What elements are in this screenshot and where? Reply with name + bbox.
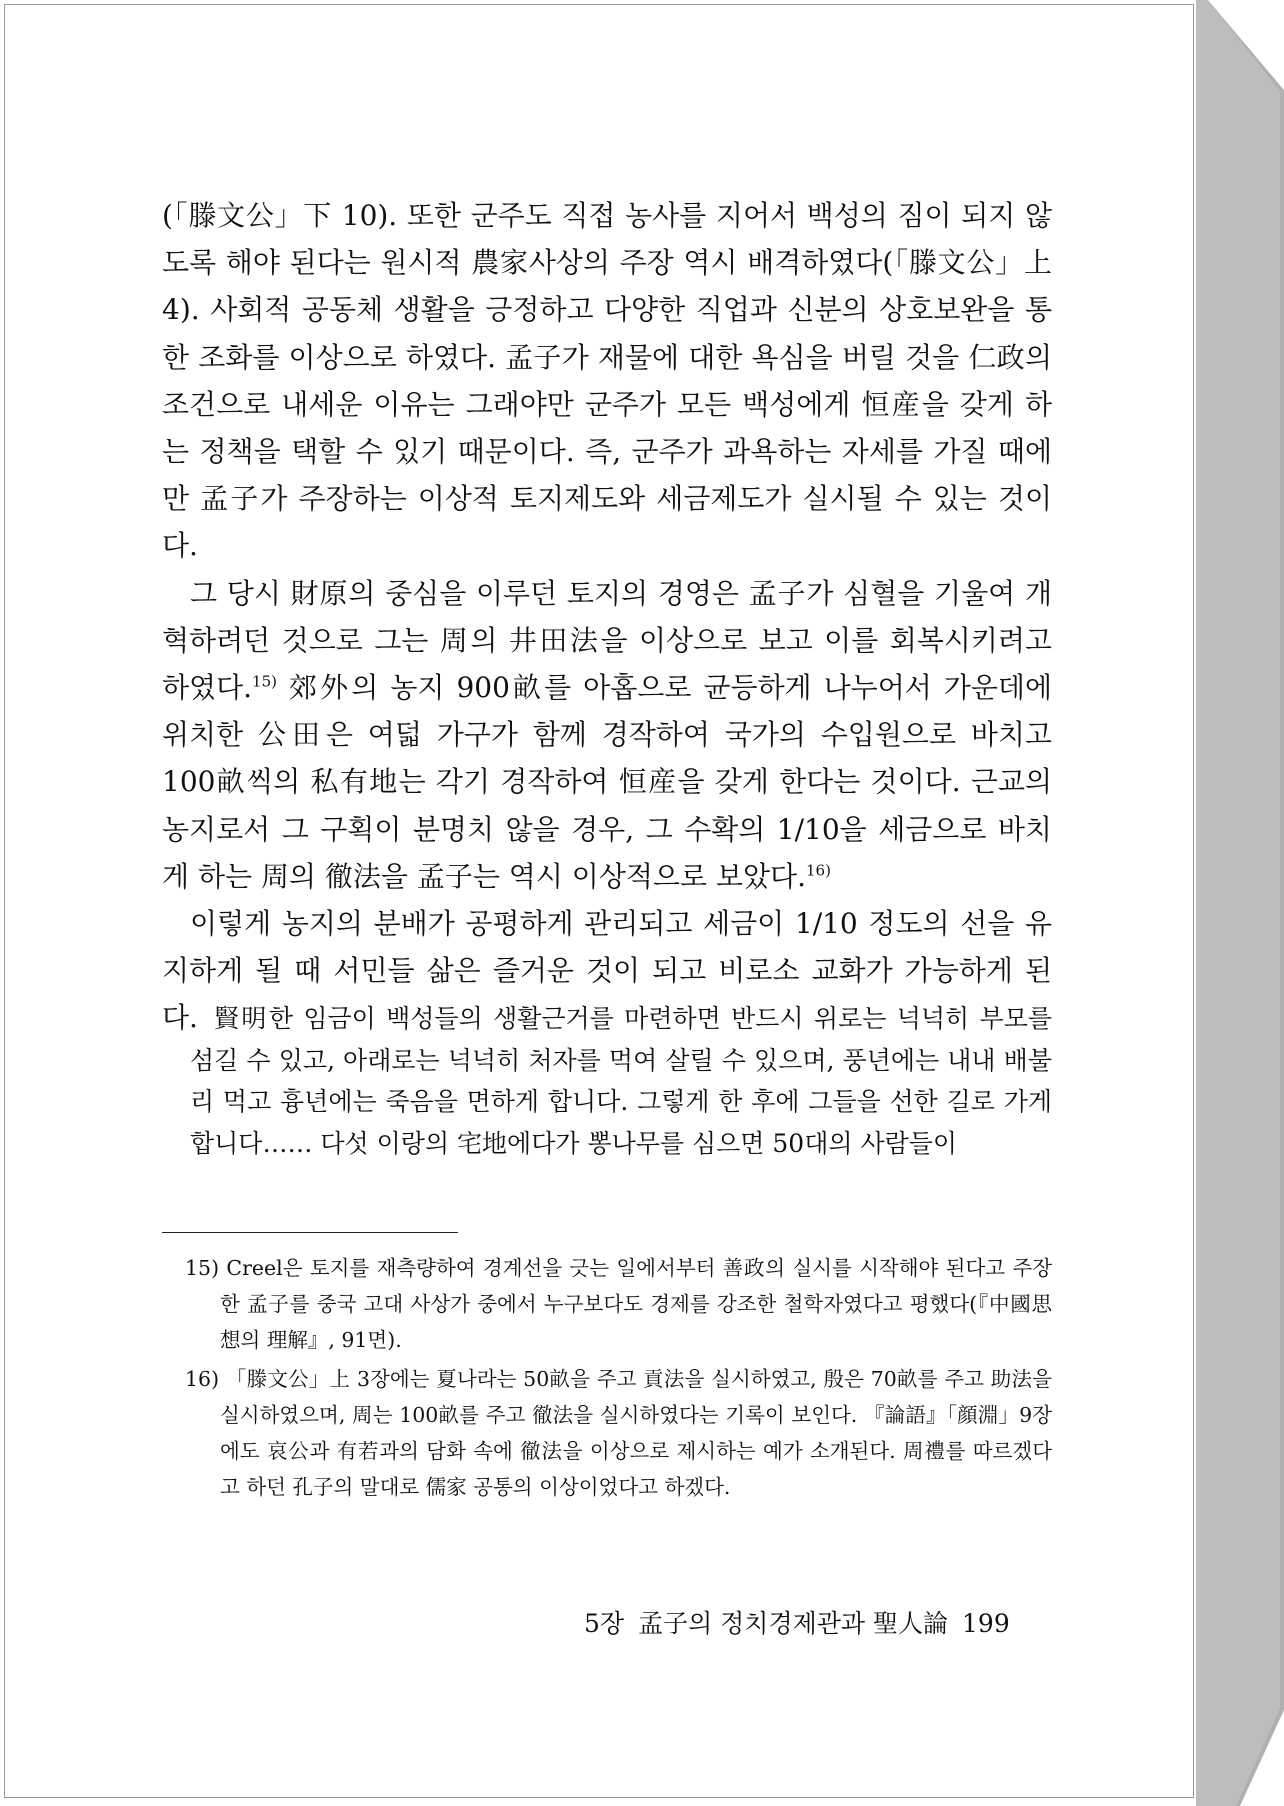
footnote-15 bbox=[185, 1250, 1052, 1359]
book-edge-shadow bbox=[1196, 0, 1284, 1806]
footnote-ref-15[interactable]: 15) bbox=[252, 672, 277, 691]
paragraph-1: (「滕文公」下 10). 또한 군주도 직접 농사를 지어서 백성의 짐이 되지 않도록 해야 된다는 원시적 農家사상의 주장 역시 배격하였다(「滕文公」上 4). 사회적 공동체 생활을 긍정하고 다양한 직업과 신분의 상호보완을 통한 조화를 이상으로 하였다. 孟子가 재물에 대한 욕심을 버릴 것을 仁政의 조건으로 내세운 이유는 그래야만 군주가 모든 백성에게 恒産을 갖게 하는 정책을 택할 수 있기 때문이다. 즉, 군주가 과욕하는 자세를 가질 때에만 孟子가 주장하는 이상적 토지제도와 세금제도가 실시될 수 있는 것이다. bbox=[162, 199, 1052, 563]
footnote-ref-16[interactable]: 16) bbox=[805, 861, 831, 880]
main-text bbox=[162, 192, 1052, 1042]
paragraph-2-text: 그 당시 財原의 중심을 이루던 토지의 경영은 孟子가 심혈을 기울여 개혁하려던 것으로 그는 周의 井田法을 이상으로 보고 이를 회복시키려고 하였다. bbox=[162, 576, 1052, 705]
paragraph-2 bbox=[162, 570, 1052, 900]
footer-chapter: 5장 bbox=[584, 1609, 625, 1638]
footnote-text: Creel은 토지를 재측량하여 경계선을 긋는 일에서부터 善政의 실시를 시작해야 된다고 주장한 孟子를 중국 고대 사상가 중에서 누구보다도 경제를 강조한 철학자였다고 평했다(『中國思想의 理解』, 91면). bbox=[220, 1256, 1052, 1353]
page-number: 199 bbox=[962, 1609, 1010, 1638]
running-footer bbox=[584, 1606, 1024, 1642]
paragraph-2-cont: 郊外의 농지 900畝를 아홉으로 균등하게 나누어서 가운데에 위치한 公田은 여덟 가구가 함께 경작하여 국가의 수입원으로 바치고 100畝씩의 私有地는 각기 경작하여 恒産을 갖게 한다는 것이다. 근교의 농지로서 그 구획이 분명치 않을 경우, 그 수확의 1/10을 세금으로 바치게 하는 周의 徹法을 孟子는 역시 이상적으로 보았다. bbox=[162, 671, 1053, 893]
block-quote-text: 賢明한 임금이 백성들의 생활근거를 마련하면 반드시 위로는 넉넉히 부모를 섬길 수 있고, 아래로는 넉넉히 처자를 먹여 살릴 수 있으며, 풍년에는 내내 배불리 먹고 흉년에는 죽음을 면하게 합니다. 그렇게 한 후에 그들을 선한 길로 가게 합니다…… 다섯 이랑의 宅地에다가 뽕나무를 심으면 50대의 사람들이 bbox=[190, 1004, 1052, 1158]
footnote-number: 15) bbox=[185, 1256, 220, 1280]
block-quote bbox=[190, 998, 1052, 1164]
footnotes bbox=[185, 1250, 1052, 1507]
footnote-text: 「滕文公」上 3장에는 夏나라는 50畝을 주고 貢法을 실시하였고, 殷은 70畝를 주고 助法을 실시하였으며, 周는 100畝를 주고 徹法을 실시하였다는 기록이 보인다. 『論語』「顔淵」9장에도 哀公과 有若과의 담화 속에 徹法을 이상으로 제시하는 예가 소개된다. 周禮를 따르겠다고 하던 孔子의 말대로 儒家 공통의 이상이었다고 하겠다. bbox=[220, 1366, 1052, 1500]
footnote-number: 16) bbox=[185, 1366, 220, 1391]
footnote-16 bbox=[185, 1361, 1052, 1506]
footer-title: 孟子의 정치경제관과 聖人論 bbox=[638, 1609, 949, 1638]
footnote-divider bbox=[162, 1232, 458, 1233]
paragraph-3: 이렇게 농지의 분배가 공평하게 관리되고 세금이 1/10 정도의 선을 유지하게 될 때 서민들 삶은 즐거운 것이 되고 비로소 교화가 가능하게 된다. bbox=[162, 907, 1052, 1035]
